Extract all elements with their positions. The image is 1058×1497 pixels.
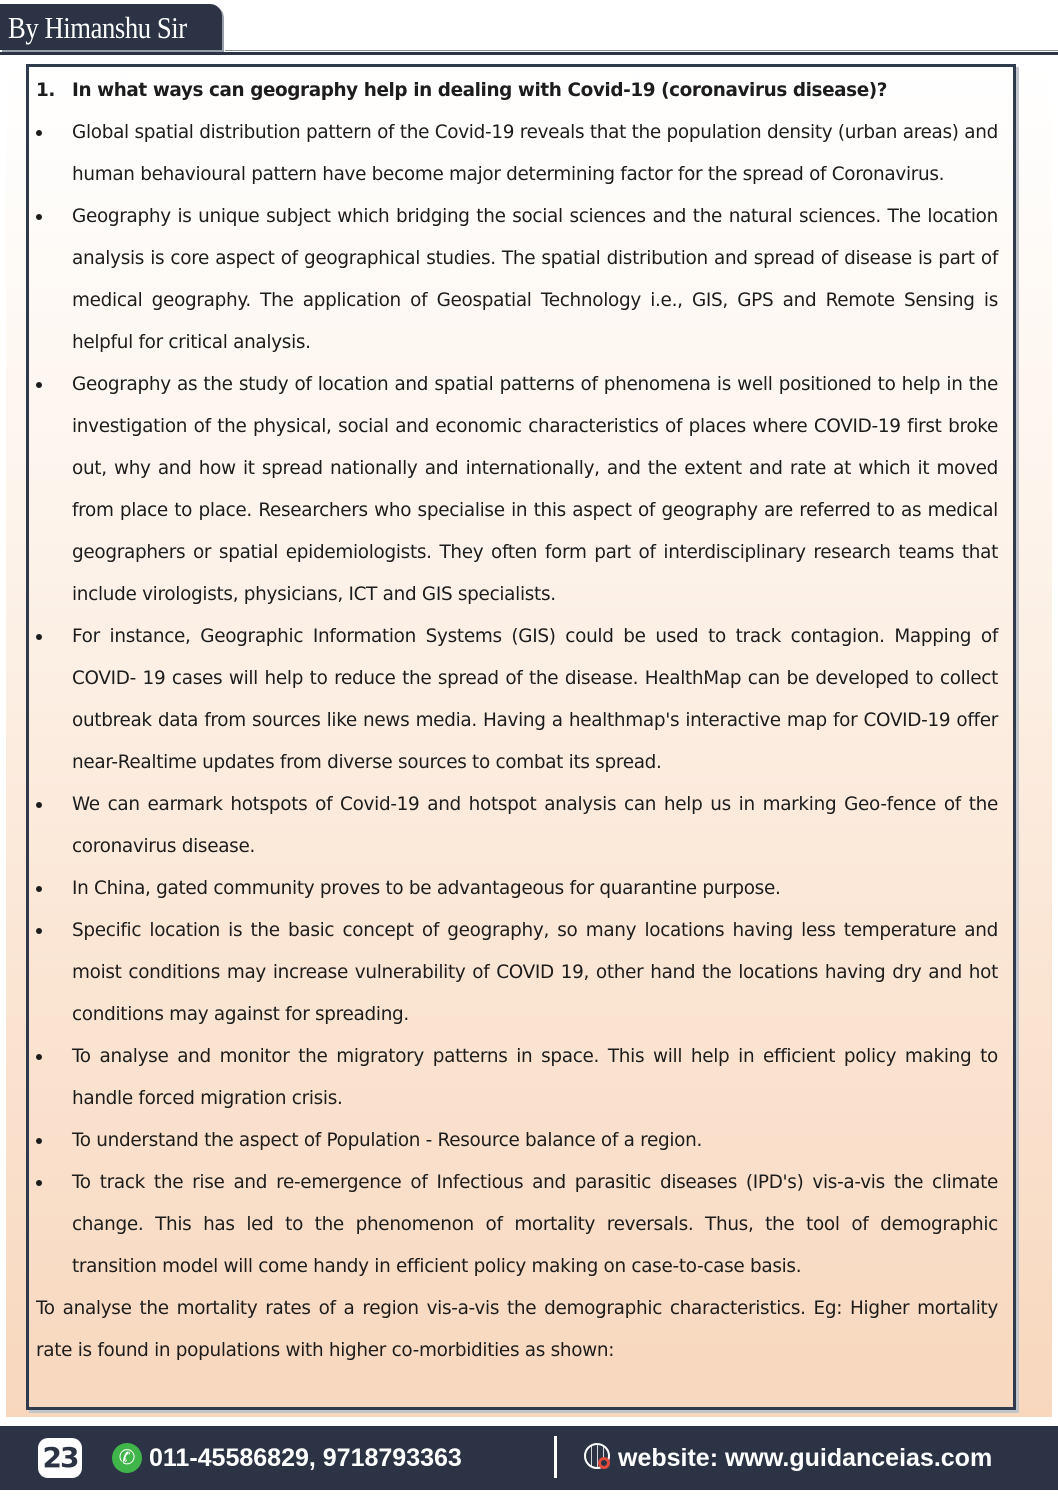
header-tab bbox=[0, 4, 222, 50]
header-title: By Himanshu Sir bbox=[8, 10, 187, 45]
bullet-icon bbox=[36, 1138, 42, 1144]
bullet-icon bbox=[36, 382, 42, 388]
list-item: In China, gated community proves to be advantageous for quarantine purpose. bbox=[36, 868, 998, 910]
bullet-icon bbox=[36, 130, 42, 136]
question-number: 1. bbox=[36, 80, 55, 101]
content-body bbox=[36, 70, 998, 1372]
bullet-icon bbox=[36, 1180, 42, 1186]
list-item: To understand the aspect of Population - Resource balance of a region. bbox=[36, 1120, 998, 1162]
list-item: Specific location is the basic concept of geography, so many locations having less temperature and moist conditions may increase vulnerability of COVID 19, other hand the locations having dry and hot conditions may against for spreading. bbox=[36, 910, 998, 1036]
closing-paragraph: To analyse the mortality rates of a region vis-a-vis the demographic characteristics. Eg: Higher mortality rate is found in populations with higher co-morbidities as shown: bbox=[36, 1298, 998, 1361]
list-item: To track the rise and re-emergence of Infectious and parasitic diseases (IPD's) vis-a-vis the climate change. This has led to the phenomenon of mortality reversals. Thus, the tool of demographic transition model will come handy in efficient policy making on case-to-case basis. bbox=[36, 1162, 998, 1288]
header-rule-thin bbox=[225, 50, 1058, 51]
bullet-icon bbox=[36, 802, 42, 808]
list-item: We can earmark hotspots of Covid-19 and hotspot analysis can help us in marking Geo-fence of the coronavirus disease. bbox=[36, 784, 998, 868]
globe-icon bbox=[584, 1443, 610, 1469]
bullet-icon bbox=[36, 1054, 42, 1060]
question-heading bbox=[36, 70, 998, 112]
phone-numbers: 011-45586829, 9718793363 bbox=[149, 1444, 462, 1472]
bullet-icon bbox=[36, 634, 42, 640]
list-item: Geography as the study of location and spatial patterns of phenomena is well positioned to help in the investigation of the physical, social and economic characteristics of places where COVID-19 first broke out, why and how it spread nationally and internationally, and the extent and rate at which it moved from place to place. Researchers who specialise in this aspect of geography are referred to as medical geographers or spatial epidemiologists. They often form part of interdisciplinary research teams that include virologists, physicians, ICT and GIS specialists. bbox=[36, 364, 998, 616]
bullet-icon bbox=[36, 214, 42, 220]
bullet-icon bbox=[36, 928, 42, 934]
list-item: To analyse and monitor the migratory patterns in space. This will help in efficient policy making to handle forced migration crisis. bbox=[36, 1036, 998, 1120]
phone-icon bbox=[112, 1443, 142, 1473]
list-item: Geography is unique subject which bridging the social sciences and the natural sciences. The location analysis is core aspect of geographical studies. The spatial distribution and spread of disease is part of medical geography. The application of Geospatial Technology i.e., GIS, GPS and Remote Sensing is helpful for critical analysis. bbox=[36, 196, 998, 364]
list-item: Global spatial distribution pattern of the Covid-19 reveals that the population density (urban areas) and human behavioural pattern have become major determining factor for the spread of Coronavirus. bbox=[36, 112, 998, 196]
footer-divider bbox=[554, 1436, 557, 1478]
page-number: 23 bbox=[38, 1438, 82, 1478]
header-rule bbox=[0, 52, 1058, 55]
bullet-icon bbox=[36, 886, 42, 892]
answer-list bbox=[36, 112, 998, 1288]
website-link[interactable]: website: www.guidanceias.com bbox=[618, 1444, 993, 1472]
list-item: For instance, Geographic Information Systems (GIS) could be used to track contagion. Mapping of COVID- 19 cases will help to reduce the spread of the disease. HealthMap can be developed to collect outbreak data from sources like news media. Having a healthmap's interactive map for COVID-19 offer near-Realtime updates from diverse sources to combat its spread. bbox=[36, 616, 998, 784]
question-text: In what ways can geography help in dealing with Covid-19 (coronavirus disease)? bbox=[72, 80, 888, 101]
footer-bar bbox=[0, 1426, 1058, 1490]
